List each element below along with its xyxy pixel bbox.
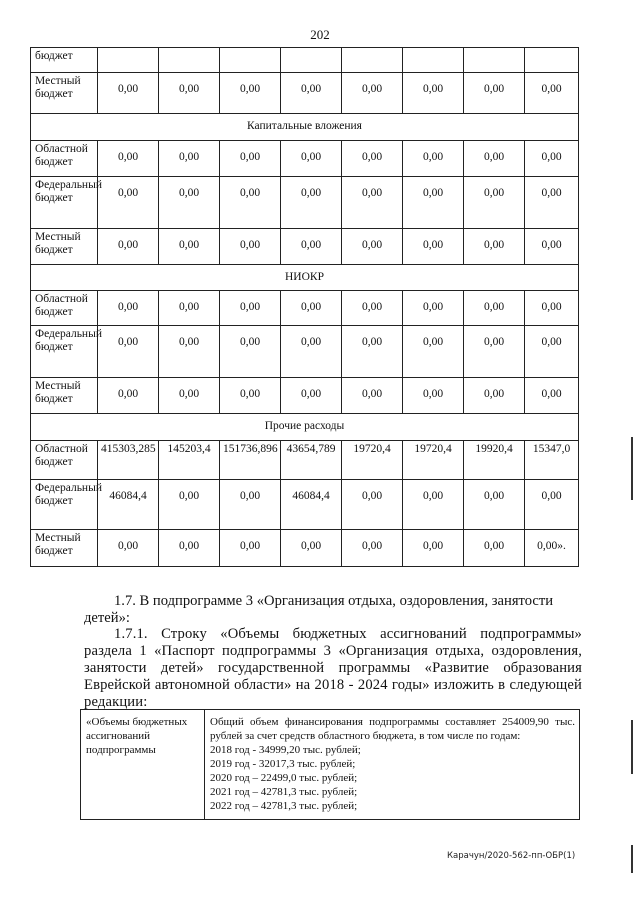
table-row xyxy=(31,48,579,73)
value-cell: 415303,285 xyxy=(98,441,159,480)
value-cell: 0,00 xyxy=(98,177,159,229)
passport-table xyxy=(80,709,580,820)
value-cell: 0,00 xyxy=(342,480,403,530)
margin-mark xyxy=(631,437,633,500)
budget-label-cell: Федеральный бюджет xyxy=(31,177,98,229)
table-section-row xyxy=(31,414,579,441)
value-cell: 0,00 xyxy=(525,177,579,229)
value-cell: 0,00 xyxy=(342,530,403,567)
value-cell: 0,00 xyxy=(403,378,464,414)
section-title: Капитальные вложения xyxy=(31,114,579,141)
value-cell: 0,00». xyxy=(525,530,579,567)
value-cell: 0,00 xyxy=(220,378,281,414)
table-section-row xyxy=(31,114,579,141)
value-cell: 0,00 xyxy=(281,326,342,378)
passport-year-line: 2020 год – 22499,0 тыс. рублей; xyxy=(210,772,358,784)
value-cell: 0,00 xyxy=(403,530,464,567)
value-cell: 0,00 xyxy=(281,177,342,229)
value-cell xyxy=(403,48,464,73)
value-cell: 0,00 xyxy=(159,229,220,265)
value-cell: 15347,0 xyxy=(525,441,579,480)
value-cell: 0,00 xyxy=(159,326,220,378)
value-cell: 0,00 xyxy=(281,378,342,414)
margin-mark xyxy=(631,720,633,774)
budget-label-cell: Федеральный бюджет xyxy=(31,326,98,378)
budget-label-cell: Областной бюджет xyxy=(31,441,98,480)
value-cell: 0,00 xyxy=(403,177,464,229)
value-cell: 0,00 xyxy=(464,177,525,229)
table-row xyxy=(31,141,579,177)
table-row xyxy=(31,378,579,414)
value-cell xyxy=(159,48,220,73)
value-cell: 0,00 xyxy=(403,326,464,378)
passport-label-cell: «Объемы бюджетных ассигнований подпрограммы xyxy=(81,710,205,820)
value-cell: 0,00 xyxy=(159,291,220,326)
table-row xyxy=(31,291,579,326)
value-cell: 0,00 xyxy=(159,177,220,229)
passport-value-cell xyxy=(205,710,580,820)
value-cell: 0,00 xyxy=(403,480,464,530)
value-cell: 0,00 xyxy=(403,73,464,114)
value-cell: 0,00 xyxy=(464,378,525,414)
value-cell: 0,00 xyxy=(159,480,220,530)
passport-year-line: 2022 год – 42781,3 тыс. рублей; xyxy=(210,800,358,812)
value-cell xyxy=(281,48,342,73)
value-cell: 0,00 xyxy=(403,141,464,177)
budget-label-cell: Местный бюджет xyxy=(31,530,98,567)
budget-label-cell: Областной бюджет xyxy=(31,141,98,177)
value-cell: 0,00 xyxy=(281,73,342,114)
value-cell: 0,00 xyxy=(525,326,579,378)
value-cell xyxy=(220,48,281,73)
page-number: 202 xyxy=(310,27,330,42)
value-cell: 145203,4 xyxy=(159,441,220,480)
table-row xyxy=(31,441,579,480)
budget-label-cell: Местный бюджет xyxy=(31,229,98,265)
section-title: Прочие расходы xyxy=(31,414,579,441)
value-cell: 0,00 xyxy=(403,229,464,265)
section-title: НИОКР xyxy=(31,265,579,291)
budget-label-cell: Местный бюджет xyxy=(31,73,98,114)
value-cell: 0,00 xyxy=(525,73,579,114)
value-cell xyxy=(98,48,159,73)
value-cell: 0,00 xyxy=(403,291,464,326)
budget-label-cell: бюджет xyxy=(31,48,98,73)
value-cell: 19720,4 xyxy=(342,441,403,480)
value-cell xyxy=(342,48,403,73)
value-cell: 0,00 xyxy=(281,229,342,265)
value-cell: 0,00 xyxy=(220,530,281,567)
value-cell: 0,00 xyxy=(220,291,281,326)
value-cell: 0,00 xyxy=(464,73,525,114)
value-cell: 151736,896 xyxy=(220,441,281,480)
table-row xyxy=(31,73,579,114)
value-cell: 0,00 xyxy=(342,326,403,378)
value-cell: 0,00 xyxy=(98,378,159,414)
value-cell: 0,00 xyxy=(464,141,525,177)
value-cell: 0,00 xyxy=(464,229,525,265)
value-cell: 0,00 xyxy=(98,326,159,378)
passport-year-line: 2018 год - 34999,20 тыс. рублей; xyxy=(210,744,361,756)
value-cell: 0,00 xyxy=(159,530,220,567)
budget-table xyxy=(30,47,579,567)
value-cell: 0,00 xyxy=(159,378,220,414)
value-cell: 0,00 xyxy=(220,326,281,378)
budget-label-cell: Федеральный бюджет xyxy=(31,480,98,530)
value-cell: 0,00 xyxy=(525,378,579,414)
value-cell: 0,00 xyxy=(220,141,281,177)
value-cell: 0,00 xyxy=(98,73,159,114)
value-cell: 0,00 xyxy=(220,177,281,229)
value-cell: 46084,4 xyxy=(98,480,159,530)
value-cell: 0,00 xyxy=(342,229,403,265)
value-cell: 0,00 xyxy=(159,73,220,114)
value-cell: 0,00 xyxy=(342,378,403,414)
value-cell: 0,00 xyxy=(525,480,579,530)
margin-mark xyxy=(631,845,633,873)
value-cell: 0,00 xyxy=(464,530,525,567)
table-row xyxy=(31,530,579,567)
table-row xyxy=(31,229,579,265)
table-row xyxy=(31,326,579,378)
value-cell: 0,00 xyxy=(220,73,281,114)
value-cell: 0,00 xyxy=(342,73,403,114)
value-cell: 0,00 xyxy=(525,229,579,265)
value-cell xyxy=(525,48,579,73)
value-cell: 0,00 xyxy=(342,141,403,177)
value-cell: 0,00 xyxy=(159,141,220,177)
value-cell: 0,00 xyxy=(220,229,281,265)
paragraph-1-7: 1.7. В подпрограмме 3 «Организация отдыха, оздоровления, занятости детей»: xyxy=(84,593,554,626)
passport-row xyxy=(81,710,580,820)
value-cell: 0,00 xyxy=(98,291,159,326)
value-cell: 46084,4 xyxy=(281,480,342,530)
value-cell: 0,00 xyxy=(98,141,159,177)
value-cell: 0,00 xyxy=(464,326,525,378)
paragraph-1-7-1: 1.7.1. Строку «Объемы бюджетных ассигнований подпрограммы» раздела 1 «Паспорт подпрограммы 3 «Организация отдыха, оздоровления, занятости детей» государственной программы «Развитие образования Еврейской автономной области» на 2018 - 2024 годы» изложить в следующей редакции: xyxy=(84,626,582,710)
budget-label-cell: Областной бюджет xyxy=(31,291,98,326)
budget-label-cell: Местный бюджет xyxy=(31,378,98,414)
value-cell: 19720,4 xyxy=(403,441,464,480)
value-cell: 0,00 xyxy=(464,480,525,530)
passport-year-line: 2019 год - 32017,3 тыс. рублей; xyxy=(210,758,356,770)
value-cell: 0,00 xyxy=(281,291,342,326)
passport-total-line: Общий объем финансирования подпрограммы составляет 254009,90 тыс. рублей за счет средств областного бюджета, в том числе по годам: xyxy=(210,716,575,742)
value-cell: 0,00 xyxy=(525,141,579,177)
value-cell: 43654,789 xyxy=(281,441,342,480)
value-cell: 0,00 xyxy=(281,141,342,177)
value-cell: 0,00 xyxy=(281,530,342,567)
table-section-row xyxy=(31,265,579,291)
value-cell: 0,00 xyxy=(342,177,403,229)
table-row xyxy=(31,480,579,530)
passport-year-line: 2021 год – 42781,3 тыс. рублей; xyxy=(210,786,358,798)
value-cell: 0,00 xyxy=(525,291,579,326)
value-cell: 0,00 xyxy=(342,291,403,326)
document-stamp: Карачун/2020-562-пп-ОБР(1) xyxy=(447,851,576,861)
value-cell: 19920,4 xyxy=(464,441,525,480)
value-cell xyxy=(464,48,525,73)
value-cell: 0,00 xyxy=(98,530,159,567)
value-cell: 0,00 xyxy=(220,480,281,530)
value-cell: 0,00 xyxy=(98,229,159,265)
value-cell: 0,00 xyxy=(464,291,525,326)
table-row xyxy=(31,177,579,229)
